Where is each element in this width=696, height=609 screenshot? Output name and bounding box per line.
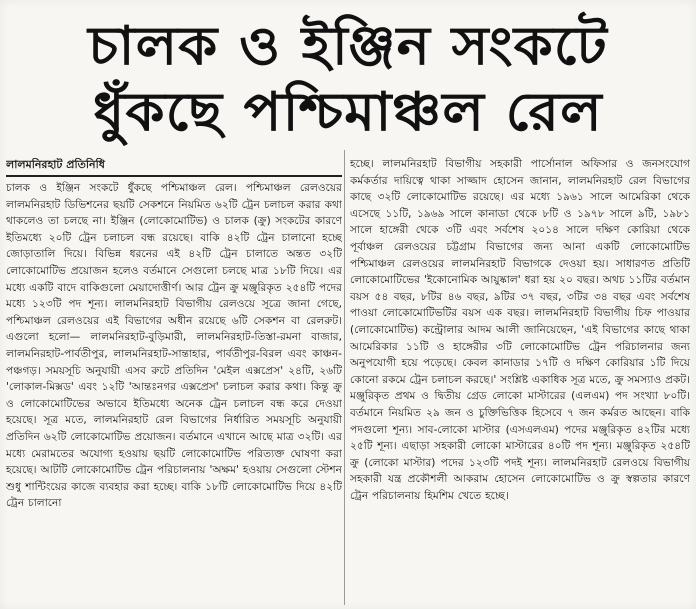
article-column-right	[350, 156, 690, 606]
article-body-right: হচ্ছে। লালমনিরহাট বিভাগীয় সহকারী পার্সোনাল অফিসার ও জনসংযোগ কর্মকর্তার দায়িত্বে থাকা সাজ্জাদ হোসেন জানান, লালমনিরহাট রেল বিভাগের কাছে ৩২টি লোকোমোটিভ রয়েছে। এর মধ্যে ১৯৬১ সালে আমেরিকা থেকে এসেছে ১১টি, ১৯৬৯ সালে কানাডা থেকে ৮টি ও ১৯৭৮ সালে ৯টি, ১৯৮১ সালে হাঙ্গেরী থেকে ৩টি এবং সর্বশেষ ২০১৪ সালে দক্ষিণ কোরিয়া থেকে পূর্বাঞ্চল রেলওয়ের চট্টগ্রাম বিভাগের জন্য আনা একটি লোকোমোটিভ পশ্চিমাঞ্চল রেলওয়ের লালমনিরহাট বিভাগকে দেওয়া হয়। সাধারণত প্রতিটি লোকোমোটিভের 'ইকোনোমিক আয়ুষ্কাল' ধরা হয় ২০ বছর। অথচ ১১টির বর্তমান বয়স ৫৪ বছর, ৮টির ৪৬ বছর, ৯টির ৩৭ বছর, ৩টির ৩৪ বছর এবং সর্বশেষ পাওয়া লোকোমোটিভটির বয়স এক বছর। লালমনিরহাট বিভাগীয় চিফ পাওয়ার (লোকোমোটিভ) কন্ট্রোলার আদম আলী জানিয়েছেন, 'এই বিভাগের কাছে থাকা আমেরিকার ১১টি ও হাঙ্গেরীর ৩টি লোকোমোটিভ ট্রেন পরিচালনার জন্য অনুপযোগী হয়ে পড়েছে। কেবল কানাডার ১৭টি ও দক্ষিণ কোরিয়ার ১টি দিয়ে কোনো রকমে ট্রেন চলাচল করছে।' সংশ্লিষ্ট একাধিক সূত্র মতে, ক্রু সমস্যাও প্রকট। মঞ্জুরিকৃত প্রথম ও দ্বিতীয় গ্রেড লোকো মাস্টারের (এলএম) পদ সংখ্যা ৮০টি। বর্তমানে নিয়মিত ২৯ জন ও চুক্তিভিত্তিক হিসেবে ৭ জন কর্মরত আছেন। বাকি পদগুলো শূন্য। সাব-লোকো মাস্টার (এসএলএম) পদের মঞ্জুরিকৃত ৪২টির মধ্যে ২৫টি শূন্য। এছাড়া সহকারী লোকো মাস্টারের ৪০টি পদ শূন্য। মঞ্জুরিকৃত ২৫৪টি ক্রু (লোকো মাস্টার) পদের ১২৩টি পদই শূন্য। লালমনিরহাট রেলওয়ে বিভাগীয় সহকারী যন্ত্র প্রকৌশলী আকরাম হোসেন লোকোমোটিভ ও ক্রু স্বল্পতার কারণে ট্রেন পরিচালনায় হিমশিম খেতে হচ্ছে।	[350, 158, 690, 502]
headline-line-2: ধুঁকছে পশ্চিমাঞ্চল রেল	[93, 81, 603, 144]
headline	[0, 14, 696, 146]
article-column-left	[6, 158, 342, 603]
byline: লালমনিরহাট প্রতিনিধি	[6, 158, 342, 177]
column-divider	[344, 150, 345, 605]
headline-line-1: চালক ও ইঞ্জিন সংকটে	[88, 15, 608, 78]
article-body-left: চালক ও ইঞ্জিন সংকটে ধুঁকছে পশ্চিমাঞ্চল রেল। পশ্চিমাঞ্চল রেলওয়ের লালমনিরহাট ডিভিশনের ছয়টি সেকশনে নিয়মিত ৬২টি ট্রেন চলাচল করার কথা থাকলেও তা চলছে না। ইঞ্জিন (লোকোমোটিভ) ও চালক (ক্রু) সংকটের কারণে ইতিমধ্যে ২০টি ট্রেন চলাচল বন্ধ রয়েছে। বাকি ৪২টি ট্রেন চালানো হচ্ছে জোড়াতালি দিয়ে। বিভিন্ন ধরনের এই ৪২টি ট্রেন চালাতে অন্তত ৩২টি লোকোমোটিভ প্রয়োজন হলেও বর্তমানে সেগুলো চলছে মাত্র ১৮টি দিয়ে। এর মধ্যে একটি বাদে বাকিগুলো মেয়াদোত্তীর্ণ। আর ট্রেন ক্রু মঞ্জুরিকৃত ২৫৪টি পদের মধ্যে ১২৩টি পদ শূন্য। লালমনিরহাট বিভাগীয় রেলওয়ে সূত্রে জানা গেছে, পশ্চিমাঞ্চল রেলওয়ের এই বিভাগের অধীন রয়েছে ৬টি সেকশন বা রেলরুট। এগুলো হলো— লালমনিরহাট-বুড়িমারী, লালমনিরহাট-তিস্তা-রমনা বাজার, লালমনিরহাট-পার্বতীপুর, লালমনিরহাট-সান্তাহার, পার্বতীপুর-বিরল এবং কাঞ্চন-পঞ্চগড়। সময়সূচি অনুযায়ী এসব রুটে প্রতিদিন 'মেইল এক্সপ্রেস' ২৪টি, ২৬টি 'লোকাল-মিক্সড' এবং ১২টি 'আন্তঃনগর এক্সপ্রেস' চলাচল করার কথা। কিন্তু ক্রু ও লোকোমোটিভের অভাবে ইতিমধ্যে অনেক ট্রেন চলাচল বন্ধ করে দেওয়া হয়েছে। সূত্র মতে, লালমনিরহাট রেল বিভাগের নির্ধারিত সময়সূচি অনুযায়ী প্রতিদিন ৬২টি লোকোমোটিভ প্রয়োজন। বর্তমানে এখানে আছে মাত্র ৩২টি। এর মধ্যে মেরামতের অযোগ্য হওয়ায় ছয়টি লোকোমোটিভ পরিত্যক্ত ঘোষণা করা হয়েছে। আটটি লোকোমোটিভ ট্রেন পরিচালনায় 'অক্ষম' হওয়ায় সেগুলো স্টেশন শুধু শান্টিংয়ের কাজে ব্যবহার করা হচ্ছে। বাকি ১৮টি লোকোমোটিভ দিয়ে ৪২টি ট্রেন চালানো	[6, 182, 342, 510]
